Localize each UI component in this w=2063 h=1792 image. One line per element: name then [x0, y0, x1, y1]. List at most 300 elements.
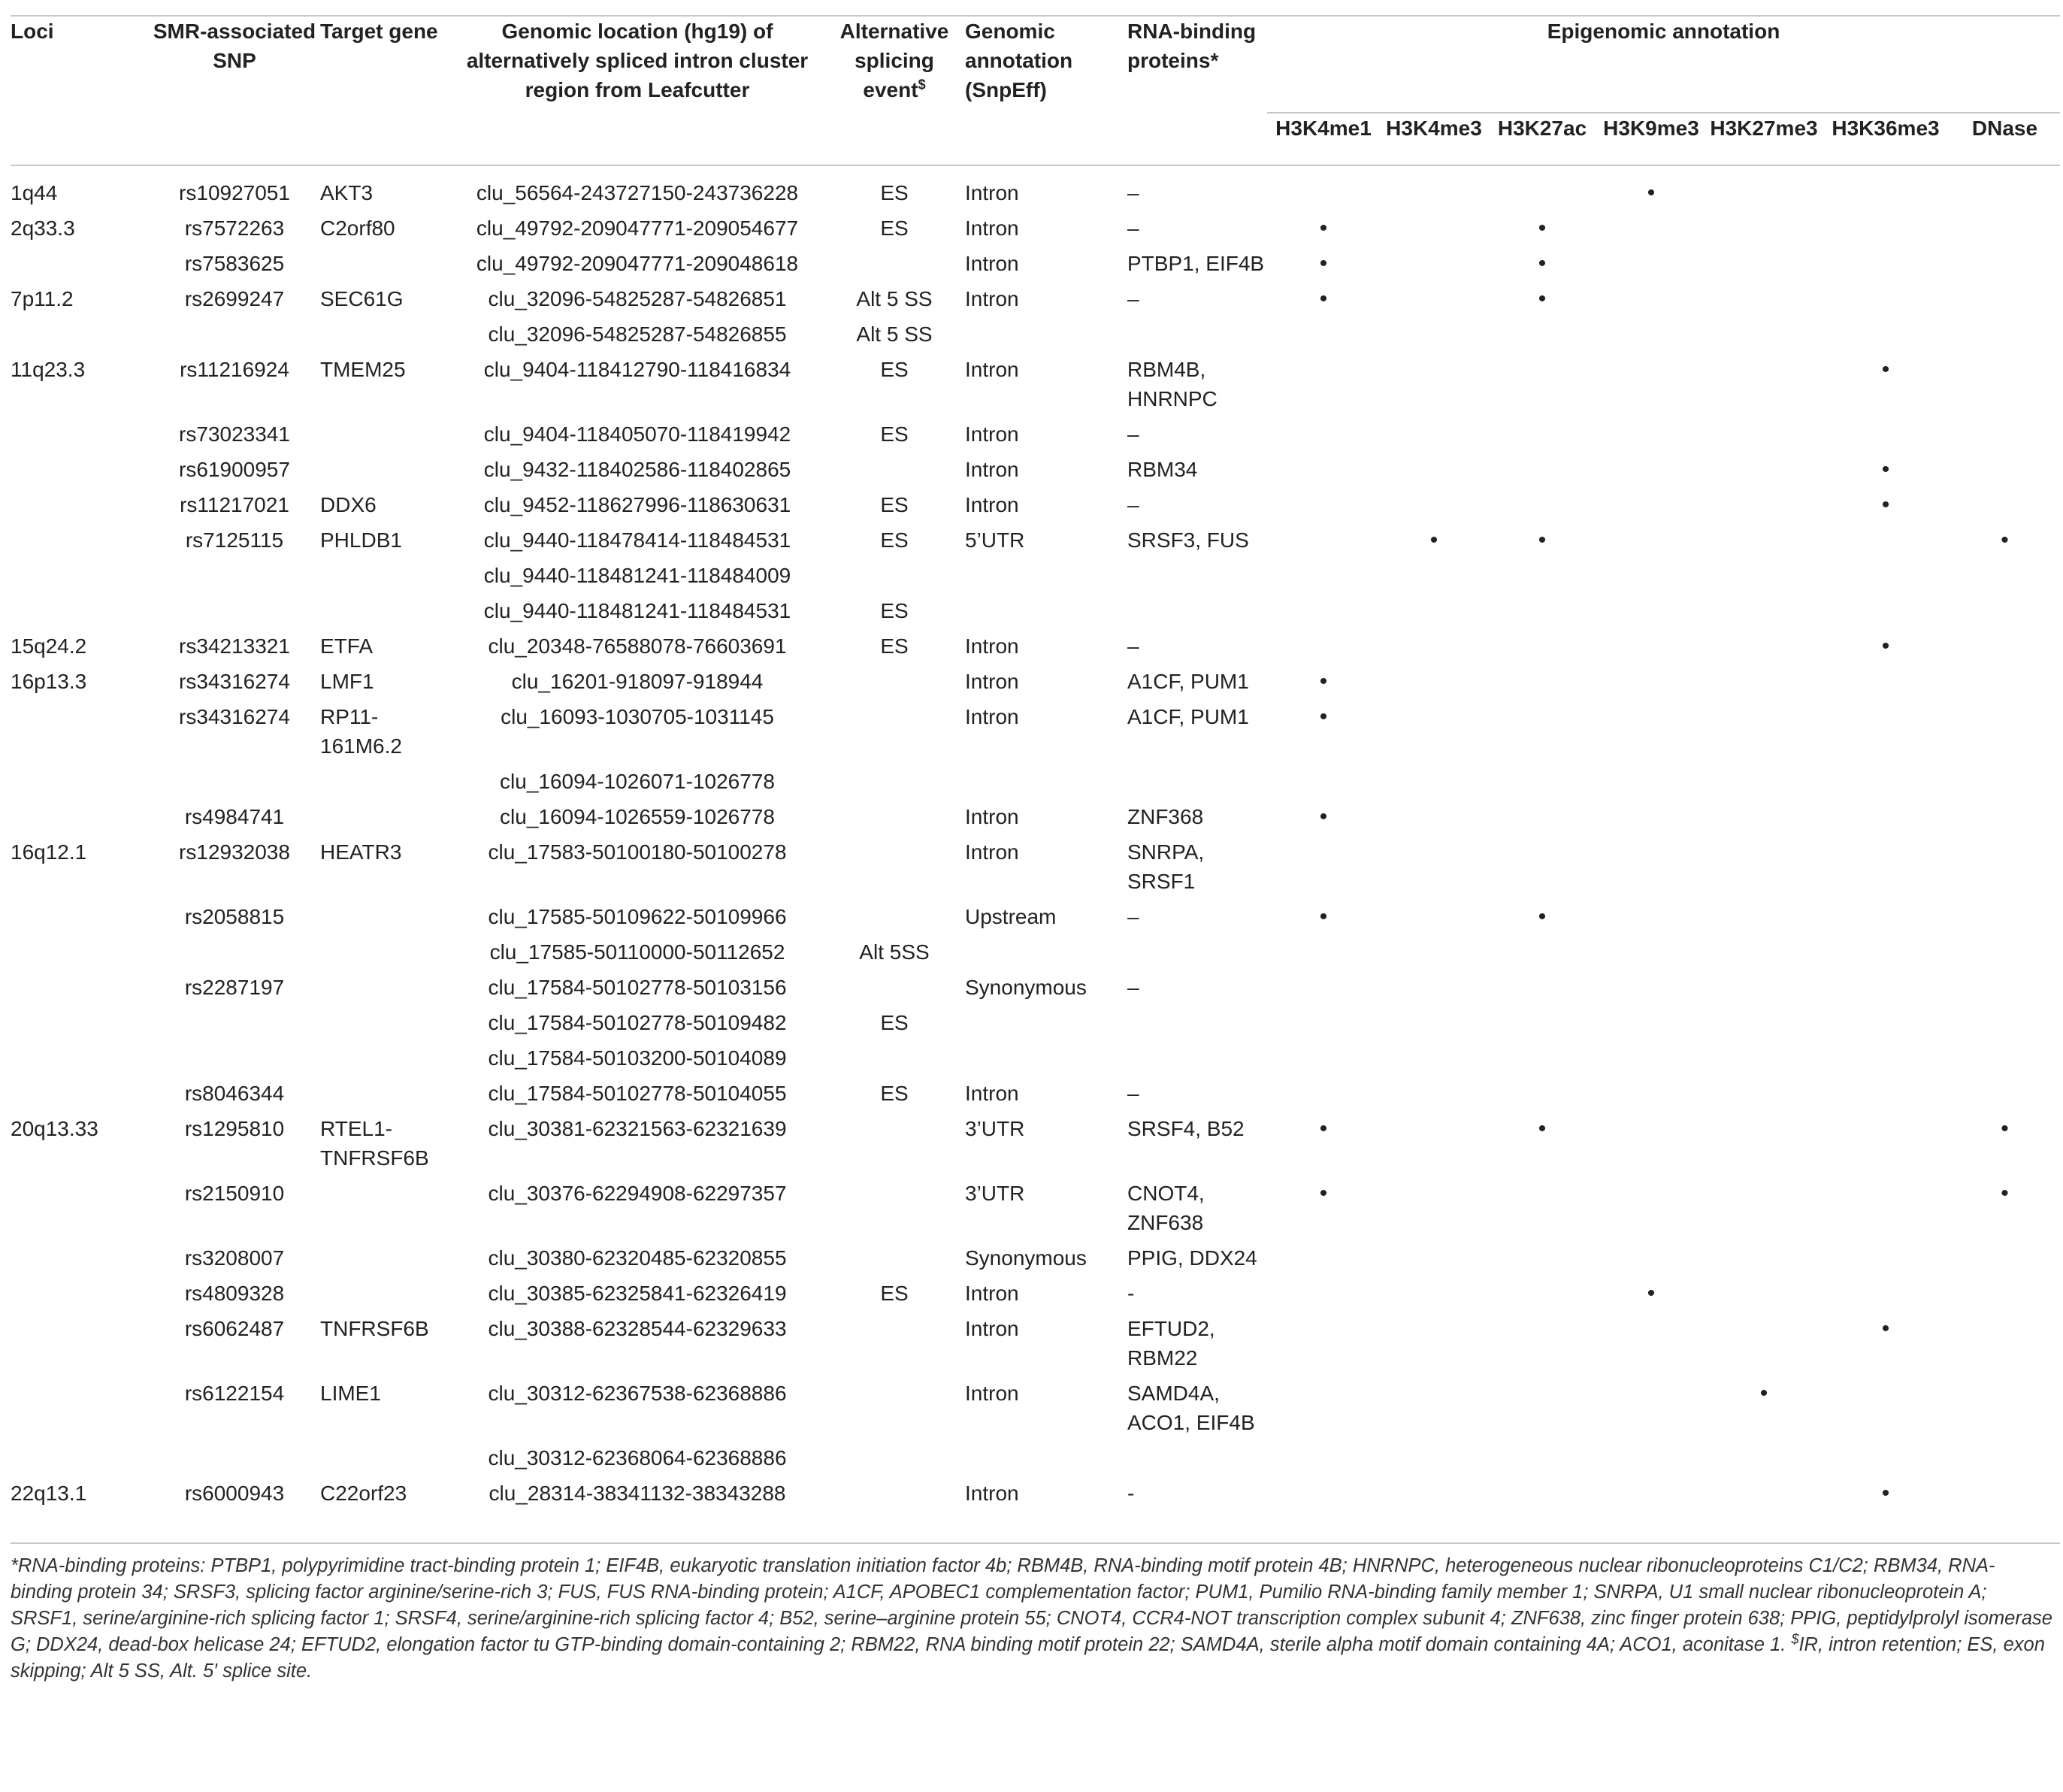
- cell-mark-h3k9me3: [1596, 355, 1706, 419]
- cell-snp: rs6122154: [184, 1382, 285, 1405]
- cell-genomic-location: clu_30312-62368064-62368886: [488, 1446, 787, 1470]
- cell-loci: 1q44: [11, 181, 58, 204]
- mark-dot: •: [1319, 704, 1328, 729]
- cell-rna-binding-proteins: [1127, 937, 1267, 973]
- cell-target-gene: C2orf80: [320, 216, 395, 240]
- cell-mark-h3k27me3: [1706, 631, 1822, 667]
- cell-mark-h3k27ac: [1488, 319, 1596, 355]
- cell-rna-binding-proteins: –: [1127, 181, 1139, 204]
- cell-genomic-location: clu_30385-62325841-62326419: [488, 1282, 787, 1305]
- cell-genomic-location: clu_17584-50102778-50104055: [488, 1082, 787, 1105]
- cell-loci: [11, 1243, 149, 1279]
- cell-mark-h3k36me3: [1822, 525, 1950, 561]
- cell-mark-dnase: [1950, 284, 2060, 319]
- cell-mark-h3k4me1: [1267, 319, 1380, 355]
- cell-mark-h3k27me3: [1706, 525, 1822, 561]
- mark-dot: •: [2001, 528, 2009, 552]
- cell-rna-binding-proteins: ZNF368: [1127, 805, 1204, 828]
- cell-mark-h3k4me1: [1267, 1379, 1380, 1443]
- cell-splicing-event: [824, 561, 965, 596]
- cell-mark-h3k9me3: [1596, 1314, 1706, 1379]
- cell-genomic-annotation: Intron: [965, 1382, 1019, 1405]
- footnote-tail: IR, intron retention; ES, exon skipping; Alt 5 SS, Alt. 5′ splice site.: [11, 1634, 2045, 1682]
- header-mark-h3k4me3: H3K4me3: [1386, 117, 1482, 140]
- cell-genomic-location: clu_17583-50100180-50100278: [488, 840, 787, 864]
- cell-target-gene: [320, 319, 451, 355]
- cell-mark-h3k4me3: [1380, 1379, 1488, 1443]
- cell-loci: [11, 490, 149, 525]
- cell-mark-h3k36me3: [1822, 419, 1950, 455]
- cell-loci: 22q13.1: [11, 1482, 87, 1505]
- cell-mark-h3k9me3: [1596, 767, 1706, 802]
- cell-rna-binding-proteins: –: [1127, 905, 1139, 928]
- cell-mark-h3k36me3: [1822, 596, 1950, 631]
- mark-dot: •: [1429, 528, 1438, 552]
- cell-genomic-annotation: 5’UTR: [965, 528, 1025, 552]
- table-row: [11, 902, 2060, 937]
- cell-mark-h3k27me3: [1706, 1443, 1822, 1479]
- cell-snp: [149, 319, 320, 355]
- mark-dot: •: [1538, 1116, 1547, 1141]
- cell-mark-h3k4me3: [1380, 1479, 1488, 1514]
- cell-target-gene: [320, 596, 451, 631]
- table-row: [11, 1043, 2060, 1079]
- cell-snp: rs7572263: [184, 216, 285, 240]
- cell-genomic-location: clu_30380-62320485-62320855: [488, 1246, 787, 1270]
- cell-rna-binding-proteins: RBM34: [1127, 458, 1198, 481]
- cell-mark-h3k9me3: [1596, 1379, 1706, 1443]
- cell-splicing-event: ES: [880, 358, 909, 381]
- cell-target-gene: AKT3: [320, 181, 374, 204]
- cell-mark-h3k9me3: [1596, 455, 1706, 490]
- cell-genomic-annotation: [965, 937, 1127, 973]
- cell-mark-h3k4me3: [1380, 525, 1488, 561]
- cell-mark-h3k4me1: [1267, 767, 1380, 802]
- cell-mark-h3k27ac: [1488, 213, 1596, 249]
- cell-genomic-annotation: [965, 1008, 1127, 1043]
- cell-target-gene: [320, 1179, 451, 1243]
- cell-mark-h3k9me3: [1596, 561, 1706, 596]
- table-row: [11, 1179, 2060, 1243]
- header-rna-binding-proteins: RNA-binding proteins*: [1127, 20, 1257, 72]
- cell-rna-binding-proteins: –: [1127, 422, 1139, 446]
- cell-snp: rs4809328: [184, 1282, 285, 1305]
- cell-mark-h3k4me3: [1380, 1443, 1488, 1479]
- cell-mark-h3k4me1: [1267, 1114, 1380, 1179]
- table-row: [11, 1479, 2060, 1514]
- table-row: [11, 631, 2060, 667]
- cell-mark-h3k9me3: [1596, 1243, 1706, 1279]
- cell-mark-h3k4me1: [1267, 490, 1380, 525]
- cell-rna-binding-proteins: –: [1127, 1082, 1139, 1105]
- cell-target-gene: ETFA: [320, 634, 374, 658]
- footnote-main: *RNA-binding proteins: PTBP1, polypyrimidine tract-binding protein 1; EIF4B, eukaryotic translation initiation factor 4b; RBM4B, RNA-binding motif protein 4B; HNRNPC, heterogeneous nuclear ribonucleoproteins C1/C2; RBM34, RNA-binding protein 34; SRSF3, splicing factor arginine/serine-rich 3; FUS, FUS RNA-binding protein; A1CF, APOBEC1 complementation factor; PUM1, Pumilio RNA-binding family member 1; SNRPA, U1 small nuclear ribonucleoprotein A; SRSF1, serine/arginine-rich splicing factor 1; SRSF4, serine/arginine-rich splicing factor 4; B52, serine–arginine protein 55; CNOT4, CCR4-NOT transcription complex subunit 4; ZNF638, zinc finger protein 638; PPIG, peptidylprolyl isomerase G; DDX24, dead-box helicase 24; EFTUD2, elongation factor tu GTP-binding domain-containing 2; RBM22, RNA binding motif protein 22; SAMD4A, sterile alpha motif domain containing 4A; ACO1, aconitase 1.: [11, 1555, 2052, 1655]
- cell-mark-h3k27ac: [1488, 973, 1596, 1008]
- cell-mark-h3k27me3: [1706, 490, 1822, 525]
- cell-splicing-event: ES: [880, 599, 909, 622]
- mark-dot: •: [1319, 904, 1328, 929]
- cell-loci: [11, 802, 149, 837]
- mark-dot: •: [1759, 1381, 1768, 1406]
- cell-genomic-annotation: Intron: [965, 458, 1019, 481]
- cell-splicing-event: [824, 837, 965, 902]
- cell-mark-h3k4me3: [1380, 596, 1488, 631]
- cell-snp: rs11216924: [180, 358, 289, 381]
- cell-splicing-event: [824, 973, 965, 1008]
- table-row: [11, 455, 2060, 490]
- cell-mark-h3k36me3: [1822, 213, 1950, 249]
- cell-mark-h3k9me3: [1596, 1443, 1706, 1479]
- cell-mark-h3k9me3: [1596, 702, 1706, 767]
- cell-loci: [11, 1314, 149, 1379]
- cell-genomic-annotation: Intron: [965, 1082, 1019, 1105]
- cell-target-gene: [320, 455, 451, 490]
- cell-mark-h3k4me3: [1380, 837, 1488, 902]
- cell-mark-dnase: [1950, 249, 2060, 284]
- cell-splicing-event: [824, 1443, 965, 1479]
- cell-snp: rs2699247: [184, 287, 285, 310]
- cell-splicing-event: ES: [880, 1011, 909, 1034]
- header-mark-h3k4me1: H3K4me1: [1275, 117, 1372, 140]
- cell-mark-h3k4me1: [1267, 455, 1380, 490]
- cell-mark-h3k4me1: [1267, 1179, 1380, 1243]
- cell-genomic-annotation: Upstream: [965, 905, 1057, 928]
- cell-mark-h3k36me3: [1822, 166, 1950, 213]
- cell-rna-binding-proteins: –: [1127, 216, 1139, 240]
- table-row: [11, 667, 2060, 702]
- cell-splicing-event: ES: [880, 634, 909, 658]
- table-row: [11, 596, 2060, 631]
- cell-mark-h3k4me1: [1267, 1079, 1380, 1114]
- cell-mark-h3k36me3: [1822, 702, 1950, 767]
- cell-loci: [11, 902, 149, 937]
- table-row: [11, 1279, 2060, 1314]
- cell-mark-h3k36me3: [1822, 767, 1950, 802]
- cell-mark-h3k4me1: [1267, 702, 1380, 767]
- cell-loci: [11, 1279, 149, 1314]
- cell-splicing-event: [824, 902, 965, 937]
- cell-snp: rs11217021: [180, 493, 289, 516]
- cell-snp: rs34213321: [179, 634, 290, 658]
- cell-mark-h3k4me1: [1267, 213, 1380, 249]
- cell-loci: 7p11.2: [11, 287, 74, 310]
- table-row: [11, 355, 2060, 419]
- table-row: [11, 213, 2060, 249]
- cell-splicing-event: [824, 667, 965, 702]
- cell-mark-h3k4me1: [1267, 1008, 1380, 1043]
- cell-target-gene: DDX6: [320, 493, 377, 516]
- cell-mark-h3k27me3: [1706, 1008, 1822, 1043]
- cell-genomic-annotation: Intron: [965, 287, 1019, 310]
- header-alternative-splicing: Alternative splicing event$: [839, 20, 949, 101]
- cell-mark-h3k4me1: [1267, 837, 1380, 902]
- cell-mark-dnase: [1950, 166, 2060, 213]
- cell-splicing-event: ES: [880, 422, 909, 446]
- cell-mark-h3k9me3: [1596, 284, 1706, 319]
- cell-mark-h3k4me3: [1380, 1043, 1488, 1079]
- cell-mark-dnase: [1950, 837, 2060, 902]
- cell-splicing-event: [824, 702, 965, 767]
- cell-mark-h3k27me3: [1706, 1179, 1822, 1243]
- cell-mark-h3k27me3: [1706, 1379, 1822, 1443]
- cell-genomic-location: clu_30376-62294908-62297357: [488, 1182, 787, 1205]
- cell-mark-h3k4me3: [1380, 166, 1488, 213]
- cell-splicing-event: Alt 5 SS: [856, 287, 933, 310]
- cell-mark-h3k27ac: [1488, 1279, 1596, 1314]
- cell-target-gene: [320, 1243, 451, 1279]
- cell-mark-h3k27me3: [1706, 249, 1822, 284]
- cell-mark-dnase: [1950, 702, 2060, 767]
- cell-mark-h3k27ac: [1488, 525, 1596, 561]
- cell-mark-dnase: [1950, 631, 2060, 667]
- cell-mark-h3k27me3: [1706, 902, 1822, 937]
- cell-mark-h3k4me1: [1267, 973, 1380, 1008]
- cell-mark-h3k27me3: [1706, 1114, 1822, 1179]
- cell-mark-h3k9me3: [1596, 1114, 1706, 1179]
- header-mark-dnase: DNase: [1971, 117, 2038, 140]
- cell-splicing-event: ES: [880, 493, 909, 516]
- cell-splicing-event: ES: [880, 181, 909, 204]
- cell-mark-h3k27me3: [1706, 667, 1822, 702]
- cell-mark-h3k27ac: [1488, 1114, 1596, 1179]
- cell-target-gene: TMEM25: [320, 358, 406, 381]
- cell-genomic-annotation: Intron: [965, 252, 1019, 275]
- cell-rna-binding-proteins: SNRPA, SRSF1: [1127, 840, 1205, 893]
- cell-mark-h3k36me3: [1822, 802, 1950, 837]
- cell-snp: rs1295810: [184, 1117, 285, 1140]
- cell-target-gene: RP11-161M6.2: [320, 705, 402, 758]
- cell-target-gene: [320, 1079, 451, 1114]
- cell-mark-dnase: [1950, 455, 2060, 490]
- cell-genomic-location: clu_30381-62321563-62321639: [488, 1117, 787, 1140]
- cell-genomic-location: clu_56564-243727150-243736228: [476, 181, 799, 204]
- cell-splicing-event: [824, 1479, 965, 1514]
- cell-rna-binding-proteins: [1127, 767, 1267, 802]
- cell-mark-h3k9me3: [1596, 419, 1706, 455]
- mark-dot: •: [1647, 180, 1656, 205]
- cell-genomic-location: clu_17584-50102778-50109482: [488, 1011, 787, 1034]
- cell-genomic-location: clu_16094-1026071-1026778: [500, 770, 775, 793]
- cell-mark-h3k9me3: [1596, 902, 1706, 937]
- cell-rna-binding-proteins: PPIG, DDX24: [1127, 1246, 1257, 1270]
- cell-mark-h3k9me3: [1596, 1479, 1706, 1514]
- cell-mark-h3k27ac: [1488, 284, 1596, 319]
- cell-loci: [11, 1179, 149, 1243]
- cell-loci: [11, 249, 149, 284]
- cell-splicing-event: Alt 5SS: [859, 940, 930, 964]
- cell-mark-h3k36me3: [1822, 284, 1950, 319]
- cell-mark-h3k36me3: [1822, 973, 1950, 1008]
- cell-mark-h3k27ac: [1488, 837, 1596, 902]
- mark-dot: •: [1538, 286, 1547, 311]
- header-epigenomic-annotation: Epigenomic annotation: [1267, 17, 2060, 113]
- cell-mark-dnase: [1950, 937, 2060, 973]
- cell-target-gene: [320, 902, 451, 937]
- cell-rna-binding-proteins: –: [1127, 976, 1139, 999]
- cell-genomic-location: clu_9452-118627996-118630631: [483, 493, 791, 516]
- cell-mark-h3k4me3: [1380, 1008, 1488, 1043]
- cell-snp: rs6000943: [184, 1482, 285, 1505]
- cell-snp: rs8046344: [184, 1082, 285, 1105]
- table-row: [11, 249, 2060, 284]
- cell-mark-h3k27ac: [1488, 249, 1596, 284]
- cell-genomic-annotation: Intron: [965, 670, 1019, 693]
- header-target-gene: Target gene: [320, 20, 438, 43]
- cell-loci: [11, 561, 149, 596]
- cell-target-gene: HEATR3: [320, 840, 402, 864]
- cell-rna-binding-proteins: SRSF4, B52: [1127, 1117, 1245, 1140]
- cell-genomic-annotation: Intron: [965, 358, 1019, 381]
- cell-splicing-event: [824, 1379, 965, 1443]
- cell-loci: 15q24.2: [11, 634, 87, 658]
- cell-loci: [11, 419, 149, 455]
- table-row: [11, 561, 2060, 596]
- cell-loci: [11, 1443, 149, 1479]
- cell-mark-h3k27me3: [1706, 1479, 1822, 1514]
- table-row: [11, 702, 2060, 767]
- cell-mark-h3k9me3: [1596, 490, 1706, 525]
- cell-mark-h3k4me3: [1380, 937, 1488, 973]
- table-row: [11, 1008, 2060, 1043]
- cell-mark-h3k4me1: [1267, 249, 1380, 284]
- cell-target-gene: [320, 1008, 451, 1043]
- cell-mark-h3k4me3: [1380, 1279, 1488, 1314]
- table-row: [11, 1243, 2060, 1279]
- cell-mark-h3k27ac: [1488, 802, 1596, 837]
- header-mark-h3k27ac: H3K27ac: [1497, 117, 1587, 140]
- cell-mark-h3k36me3: [1822, 1314, 1950, 1379]
- cell-target-gene: SEC61G: [320, 287, 404, 310]
- cell-mark-h3k4me3: [1380, 455, 1488, 490]
- header-mark-h3k27me3: H3K27me3: [1710, 117, 1818, 140]
- cell-mark-h3k36me3: [1822, 1443, 1950, 1479]
- cell-genomic-annotation: Intron: [965, 705, 1019, 728]
- cell-rna-binding-proteins: –: [1127, 287, 1139, 310]
- cell-mark-h3k4me1: [1267, 802, 1380, 837]
- cell-mark-h3k27ac: [1488, 1443, 1596, 1479]
- cell-rna-binding-proteins: CNOT4, ZNF638: [1127, 1182, 1205, 1234]
- mark-dot: •: [1319, 1181, 1328, 1206]
- cell-splicing-event: ES: [880, 1282, 909, 1305]
- table-row: [11, 1314, 2060, 1379]
- mark-dot: •: [1538, 216, 1547, 241]
- cell-target-gene: C22orf23: [320, 1482, 407, 1505]
- cell-genomic-annotation: 3’UTR: [965, 1182, 1025, 1205]
- cell-mark-h3k9me3: [1596, 1279, 1706, 1314]
- cell-mark-h3k9me3: [1596, 525, 1706, 561]
- cell-rna-binding-proteins: -: [1127, 1482, 1135, 1505]
- cell-genomic-annotation: [965, 1043, 1127, 1079]
- cell-snp: rs2058815: [184, 905, 285, 928]
- cell-mark-h3k27me3: [1706, 319, 1822, 355]
- cell-mark-h3k9me3: [1596, 802, 1706, 837]
- table-row: [11, 419, 2060, 455]
- cell-mark-h3k36me3: [1822, 1079, 1950, 1114]
- cell-mark-h3k36me3: [1822, 561, 1950, 596]
- header-alt-splicing-superscript: $: [918, 77, 926, 92]
- cell-mark-h3k9me3: [1596, 249, 1706, 284]
- cell-mark-h3k27me3: [1706, 802, 1822, 837]
- mark-dot: •: [1647, 1281, 1656, 1306]
- mark-dot: •: [1538, 904, 1547, 929]
- cell-mark-h3k27me3: [1706, 455, 1822, 490]
- cell-genomic-location: clu_16094-1026559-1026778: [500, 805, 775, 828]
- cell-splicing-event: Alt 5 SS: [856, 322, 933, 346]
- cell-mark-h3k36me3: [1822, 1479, 1950, 1514]
- cell-genomic-location: clu_9404-118412790-118416834: [483, 358, 791, 381]
- table-row: [11, 1443, 2060, 1479]
- cell-mark-h3k36me3: [1822, 937, 1950, 973]
- cell-mark-dnase: [1950, 490, 2060, 525]
- cell-rna-binding-proteins: SRSF3, FUS: [1127, 528, 1249, 552]
- cell-mark-h3k27me3: [1706, 1314, 1822, 1379]
- cell-mark-h3k4me1: [1267, 525, 1380, 561]
- table-row: [11, 767, 2060, 802]
- cell-mark-h3k27ac: [1488, 1008, 1596, 1043]
- cell-rna-binding-proteins: A1CF, PUM1: [1127, 670, 1249, 693]
- cell-mark-h3k9me3: [1596, 631, 1706, 667]
- cell-mark-h3k36me3: [1822, 1243, 1950, 1279]
- cell-mark-h3k4me1: [1267, 902, 1380, 937]
- cell-mark-dnase: [1950, 561, 2060, 596]
- cell-rna-binding-proteins: [1127, 319, 1267, 355]
- cell-mark-h3k27me3: [1706, 1079, 1822, 1114]
- mark-dot: •: [1538, 251, 1547, 276]
- cell-splicing-event: [824, 1179, 965, 1243]
- cell-mark-h3k4me1: [1267, 166, 1380, 213]
- cell-rna-binding-proteins: [1127, 596, 1267, 631]
- cell-mark-h3k4me1: [1267, 419, 1380, 455]
- cell-mark-h3k4me1: [1267, 667, 1380, 702]
- mark-dot: •: [2001, 1116, 2009, 1141]
- cell-target-gene: [320, 1443, 451, 1479]
- table-row: [11, 1379, 2060, 1443]
- cell-splicing-event: [824, 455, 965, 490]
- mark-dot: •: [1319, 1116, 1328, 1141]
- cell-mark-h3k36me3: [1822, 455, 1950, 490]
- cell-genomic-annotation: Intron: [965, 1482, 1019, 1505]
- cell-mark-h3k4me3: [1380, 802, 1488, 837]
- cell-genomic-location: clu_9404-118405070-118419942: [483, 422, 791, 446]
- cell-loci: [11, 1379, 149, 1443]
- cell-loci: [11, 702, 149, 767]
- cell-snp: rs2287197: [184, 976, 285, 999]
- cell-mark-h3k4me1: [1267, 355, 1380, 419]
- cell-mark-h3k27ac: [1488, 767, 1596, 802]
- cell-loci: 2q33.3: [11, 216, 75, 240]
- mark-dot: •: [1538, 528, 1547, 552]
- cell-mark-dnase: [1950, 902, 2060, 937]
- cell-splicing-event: [824, 1043, 965, 1079]
- cell-mark-h3k4me3: [1380, 767, 1488, 802]
- cell-loci: [11, 455, 149, 490]
- cell-genomic-location: clu_49792-209047771-209048618: [476, 252, 799, 275]
- cell-rna-binding-proteins: SAMD4A, ACO1, EIF4B: [1127, 1382, 1255, 1434]
- cell-mark-dnase: [1950, 1114, 2060, 1179]
- cell-mark-h3k4me3: [1380, 667, 1488, 702]
- cell-mark-dnase: [1950, 1379, 2060, 1443]
- table-row: [11, 1114, 2060, 1179]
- cell-genomic-location: clu_16201-918097-918944: [511, 670, 764, 693]
- cell-genomic-annotation: Intron: [965, 805, 1019, 828]
- cell-mark-h3k27me3: [1706, 419, 1822, 455]
- cell-snp: [149, 596, 320, 631]
- cell-mark-h3k27me3: [1706, 767, 1822, 802]
- cell-genomic-location: clu_9440-118478414-118484531: [483, 528, 791, 552]
- cell-mark-h3k4me1: [1267, 1243, 1380, 1279]
- cell-mark-h3k4me3: [1380, 419, 1488, 455]
- cell-mark-h3k4me1: [1267, 1279, 1380, 1314]
